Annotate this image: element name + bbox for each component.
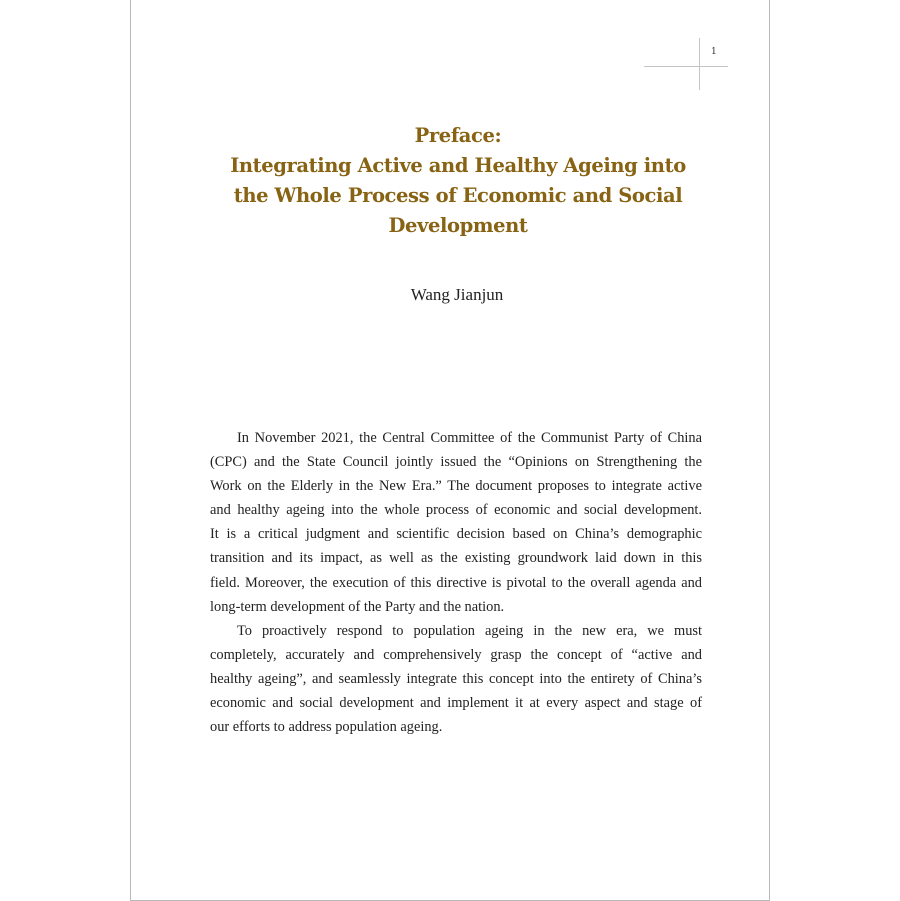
chapter-title bbox=[171, 121, 745, 241]
body-text bbox=[210, 426, 702, 739]
text-line: healthy ageing”, and seamlessly integrate this concept into the entirety of China’s bbox=[210, 670, 702, 687]
text-line: To proactively respond to population ageing in the new era, we must bbox=[237, 622, 702, 639]
text-line: transition and its impact, as well as the existing groundwork laid down in this bbox=[210, 550, 702, 567]
crop-mark-horizontal bbox=[644, 66, 728, 67]
title-line: Integrating Active and Healthy Ageing into bbox=[230, 154, 686, 177]
text-line: Work on the Elderly in the New Era.” The document proposes to integrate active bbox=[210, 478, 702, 495]
text-line: It is a critical judgment and scientific decision based on China’s demographic bbox=[210, 526, 702, 543]
paragraph-2 bbox=[210, 619, 702, 739]
crop-mark-vertical bbox=[699, 38, 700, 90]
text-line: our efforts to address population ageing. bbox=[210, 719, 443, 736]
title-line: Preface: bbox=[414, 124, 502, 147]
text-line: and healthy ageing into the whole process of economic and social development. bbox=[210, 502, 702, 519]
author-name: Wang Jianjun bbox=[410, 285, 504, 304]
text-line: completely, accurately and comprehensively grasp the concept of “active and bbox=[210, 646, 702, 663]
page-number: 1 bbox=[711, 47, 717, 57]
paragraph-1 bbox=[210, 426, 702, 619]
book-page bbox=[130, 0, 770, 901]
text-line: long-term development of the Party and the nation. bbox=[210, 598, 505, 615]
title-line: the Whole Process of Economic and Social bbox=[233, 184, 683, 207]
text-line: In November 2021, the Central Committee of the Communist Party of China bbox=[237, 430, 702, 446]
text-line: economic and social development and implement it at every aspect and stage of bbox=[210, 695, 702, 712]
text-line: field. Moreover, the execution of this directive is pivotal to the overall agenda and bbox=[210, 574, 702, 591]
title-line: Development bbox=[388, 214, 528, 237]
text-line: (CPC) and the State Council jointly issued the “Opinions on Strengthening the bbox=[210, 454, 702, 471]
